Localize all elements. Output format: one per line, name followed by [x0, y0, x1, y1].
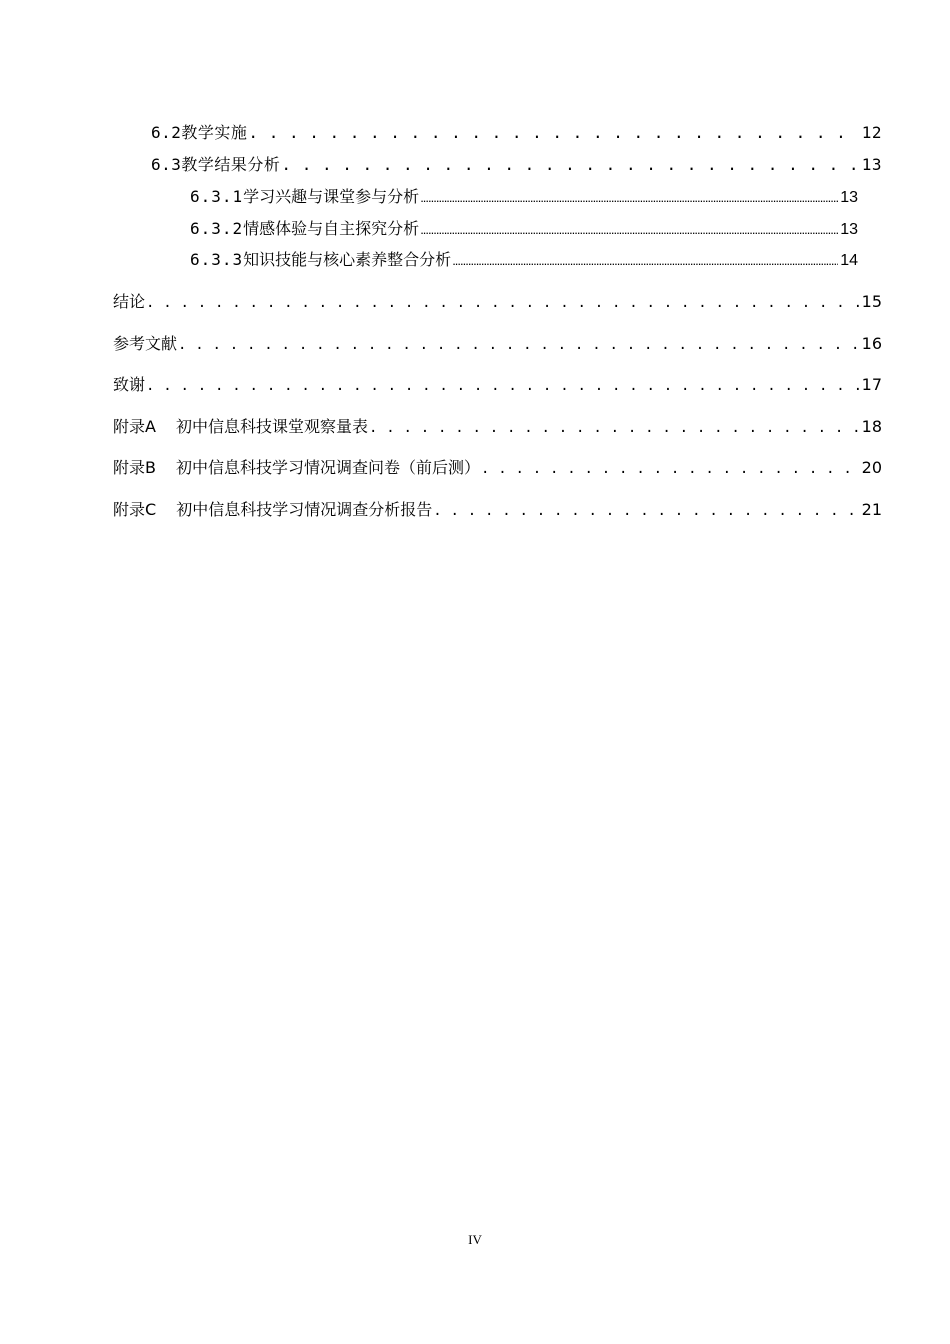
toc-page-number: 13 — [840, 221, 858, 238]
toc-entry-appendix-a[interactable] — [113, 414, 882, 437]
toc-page-number: 17 — [861, 375, 882, 394]
toc-title: 初中信息科技学习情况调查问卷（前后测） — [175, 458, 480, 477]
toc-page-number: 21 — [861, 500, 882, 519]
toc-entry-references[interactable] — [113, 331, 882, 354]
toc-title: 致谢 — [113, 375, 146, 394]
toc-number: 附录C — [113, 500, 157, 519]
dot-leader — [452, 250, 838, 269]
toc-title: 参考文献 — [113, 334, 178, 353]
toc-page-number: 16 — [861, 334, 882, 353]
toc-entry-acknowledgements[interactable] — [113, 372, 882, 395]
toc-entry-6-3-1[interactable] — [190, 184, 858, 207]
dot-leader — [178, 334, 860, 353]
dot-leader — [146, 292, 860, 311]
toc-title: 情感体验与自主探究分析 — [243, 219, 420, 238]
toc-title: 教学实施 — [181, 123, 248, 142]
toc-entry-6-3-3[interactable] — [190, 247, 858, 270]
toc-number: 6.3.3 — [190, 250, 244, 269]
toc-title: 学习兴趣与课堂参与分析 — [243, 187, 420, 206]
toc-title: 初中信息科技课堂观察量表 — [175, 417, 368, 436]
dot-leader — [369, 417, 860, 436]
toc-page-number: 13 — [840, 189, 858, 206]
toc-page-number: 12 — [861, 123, 882, 142]
toc-number: 6.3.1 — [190, 187, 244, 206]
toc-number: 6.2 — [151, 123, 182, 142]
page-footer-number: IV — [468, 1232, 482, 1247]
toc-number: 6.3.2 — [190, 219, 244, 238]
toc-entry-6-3-2[interactable] — [190, 216, 858, 239]
dot-leader — [281, 155, 859, 174]
toc-page-number: 13 — [861, 155, 882, 174]
toc-page-number: 14 — [840, 252, 858, 269]
dot-leader — [433, 500, 859, 519]
toc-title: 教学结果分析 — [181, 155, 281, 174]
toc-entry-appendix-c[interactable] — [113, 497, 882, 520]
toc-page-number: 18 — [861, 417, 882, 436]
dot-leader — [248, 123, 859, 142]
dot-leader — [420, 219, 838, 238]
toc-number: 附录A — [113, 417, 156, 436]
toc-title: 知识技能与核心素养整合分析 — [243, 250, 452, 269]
toc-entry-conclusion[interactable] — [113, 289, 882, 312]
toc-title: 结论 — [113, 292, 146, 311]
dot-leader — [146, 375, 860, 394]
toc-number: 6.3 — [151, 155, 182, 174]
toc-entry-appendix-b[interactable] — [113, 455, 882, 478]
toc-entry-6-3[interactable] — [151, 152, 882, 175]
toc-title: 初中信息科技学习情况调查分析报告 — [176, 500, 433, 519]
toc-number: 附录B — [113, 458, 156, 477]
dot-leader — [481, 458, 860, 477]
toc-page-number: 15 — [861, 292, 882, 311]
toc-entry-6-2[interactable] — [151, 120, 882, 143]
toc-page-number: 20 — [861, 458, 882, 477]
dot-leader — [420, 187, 838, 206]
